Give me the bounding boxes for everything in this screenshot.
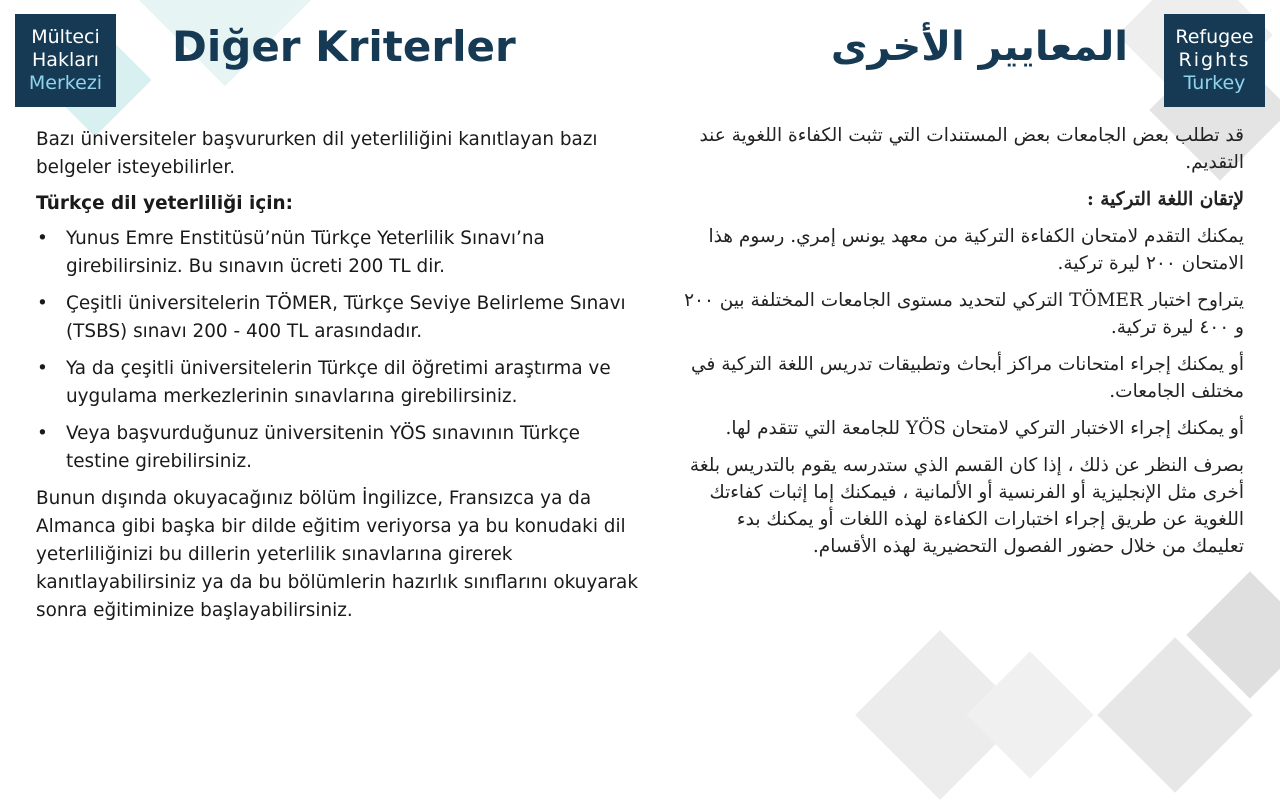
ar-paragraph: أو يمكنك إجراء امتحانات مراكز أبحاث وتطبيقات تدريس اللغة التركية في مختلف الجامعات.: [691, 354, 1244, 402]
tr-bullet-item: • Yunus Emre Enstitüsü’nün Türkçe Yeterlilik Sınavı’na girebilirsiniz. Bu sınavın ücreti 200 TL dir.: [36, 225, 648, 281]
logo-right-line2: Rights: [1178, 49, 1251, 71]
tr-bullet-item: • Veya başvurduğunuz üniversitenin YÖS sınavının Türkçe testine girebilirsiniz.: [36, 420, 648, 476]
ar-paragraph: أو يمكنك إجراء الاختبار التركي لامتحان YÖS للجامعة التي تتقدم لها.: [725, 418, 1244, 439]
tr-bullet-item: • Çeşitli üniversitelerin TÖMER, Türkçe Seviye Belirleme Sınavı (TSBS) sınavı 200 - 400 TL arasındadır.: [36, 290, 648, 346]
arabic-column: [684, 122, 1244, 570]
ar-subheading: لإتقان اللغة التركية :: [1086, 189, 1244, 210]
tr-bullet-list: [36, 225, 648, 476]
logo-right-line1: Refugee: [1175, 26, 1254, 48]
ar-paragraph: يمكنك التقدم لامتحان الكفاءة التركية من معهد يونس إمري. رسوم هذا الامتحان ٢٠٠ ليرة تركية.: [708, 226, 1244, 274]
page-title-turkish: Diğer Kriterler: [172, 22, 516, 71]
logo-multeci-haklari-merkezi: [15, 14, 116, 107]
logo-refugee-rights-turkey: [1164, 14, 1265, 107]
logo-right-line3: Turkey: [1183, 72, 1246, 94]
page-title-arabic: المعايير الأخرى: [830, 24, 1128, 70]
logo-left-line2: Hakları: [32, 49, 99, 71]
turkish-column: [36, 126, 648, 633]
tr-closing: Bunun dışında okuyacağınız bölüm İngilizce, Fransızca ya da Almanca gibi başka bir dilde eğitim veriyorsa ya bu konudaki dil yeterliliğinizi bu dillerin yeterlilik sınavlarına girerek kanıtlayabilirsiniz ya da bu bölümlerin hazırlık sınıflarını okuyarak sonra eğitiminize başlayabilirsiniz.: [36, 488, 638, 621]
tr-intro: Bazı üniversiteler başvururken dil yeterliliğini kanıtlayan bazı belgeler isteyebilirler.: [36, 129, 598, 178]
ar-intro: قد تطلب بعض الجامعات بعض المستندات التي تثبت الكفاءة اللغوية عند التقديم.: [699, 125, 1244, 173]
tr-subheading: Türkçe dil yeterliliği için:: [36, 193, 293, 214]
logo-left-line3: Merkezi: [28, 72, 103, 94]
decor-diamond: [966, 651, 1093, 778]
ar-closing: بصرف النظر عن ذلك ، إذا كان القسم الذي ستدرسه يقوم بالتدريس بلغة أخرى مثل الإنجليزية أو الفرنسية أو الألمانية ، فيمكنك إما إثبات كفاءتك اللغوية عن طريق إجراء اختبارات الكفاءة لهذه اللغات أو يمكنك بدء تعليمك من خلال حضور الفصول التحضيرية لهذه الأقسام.: [689, 455, 1244, 557]
logo-left-line1: Mülteci: [31, 26, 100, 48]
ar-paragraph: يتراوح اختبار TÖMER التركي لتحديد مستوى الجامعات المختلفة بين ٢٠٠ و ٤٠٠ ليرة تركية.: [684, 290, 1244, 338]
tr-bullet-item: • Ya da çeşitli üniversitelerin Türkçe dil öğretimi araştırma ve uygulama merkezlerinin sınavlarına girebilirsiniz.: [36, 355, 648, 411]
